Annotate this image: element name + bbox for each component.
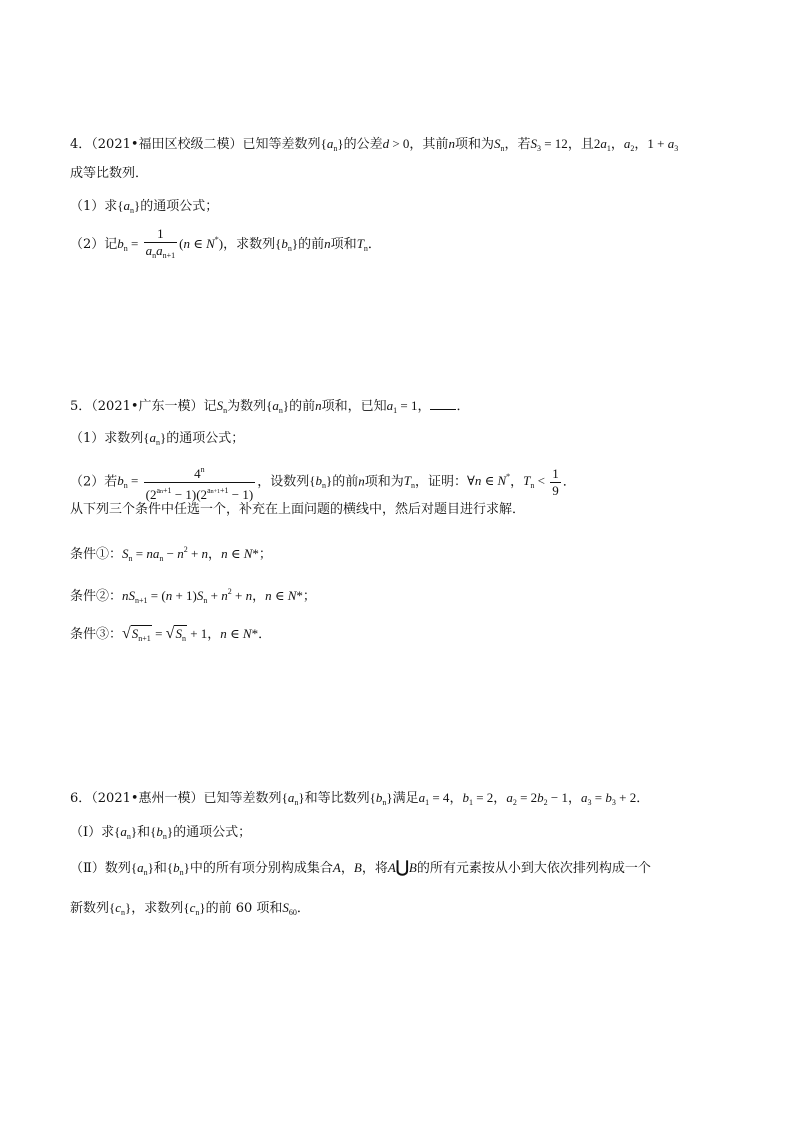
text: 的前 bbox=[298, 236, 325, 252]
math-1-plus-a3: $1 + a_3$ bbox=[647, 136, 679, 153]
text: 新数列 bbox=[70, 901, 110, 916]
problem-4-q1 bbox=[70, 196, 218, 221]
text: 项和，已知 bbox=[321, 399, 387, 414]
math-forall-n: ∀n ∈ N* bbox=[467, 472, 511, 489]
text: ， bbox=[417, 399, 431, 414]
text: ， bbox=[510, 474, 524, 490]
math-seq-a: $\{a_n\}$ bbox=[320, 136, 344, 153]
math-S60: $S_{60}$ bbox=[282, 900, 297, 917]
text: 已知等差数列 bbox=[242, 137, 321, 152]
math-condition-3: $√S_{n+1} = √S_n + 1$ bbox=[122, 625, 208, 643]
text: 项和为 bbox=[364, 474, 404, 490]
question-label: （Ⅱ） bbox=[70, 861, 105, 876]
problem-5-condition-2 bbox=[70, 582, 316, 611]
math-b1-eq-2: $b_1 = 2$ bbox=[462, 790, 494, 807]
text: 的前 60 项和 bbox=[205, 901, 283, 916]
text: 数列 bbox=[104, 861, 131, 876]
text: ． bbox=[367, 236, 381, 252]
text: ； bbox=[258, 547, 272, 562]
text: 若 bbox=[104, 474, 118, 490]
condition-label: 条件③： bbox=[70, 627, 123, 642]
condition-label: 条件①： bbox=[70, 547, 123, 562]
text: ，设数列 bbox=[257, 474, 310, 490]
problem-5-q2 bbox=[70, 462, 576, 503]
text: 为数列 bbox=[227, 399, 267, 414]
math-n: n bbox=[448, 136, 455, 151]
text: ，其前 bbox=[409, 137, 449, 152]
math-a2-eq: $a_2 = 2b_2 - 1$ bbox=[506, 790, 568, 807]
problem-6-q2-cont bbox=[70, 898, 310, 923]
math-d-gt-0: d > 0 bbox=[382, 136, 410, 151]
math-seq-a: $\{a_n\}$ bbox=[114, 824, 138, 841]
text: 记 bbox=[203, 399, 217, 414]
problem-6-q2 bbox=[70, 858, 651, 883]
text: 记 bbox=[104, 236, 118, 252]
text: 的所有元素按从小到大依次排列构成一个 bbox=[416, 861, 651, 876]
math-seq-b: $\{b_n\}$ bbox=[275, 235, 299, 253]
text: 满足 bbox=[392, 791, 419, 806]
text: ，将 bbox=[361, 861, 388, 876]
problem-5-condition-3 bbox=[70, 624, 271, 649]
text: 已知等差数列 bbox=[203, 791, 282, 806]
problem-number: 4． bbox=[70, 137, 92, 152]
problem-5-condition-1 bbox=[70, 540, 272, 569]
text: ． bbox=[562, 474, 576, 490]
math-seq-a: $\{a_n\}$ bbox=[266, 398, 290, 415]
problem-5-instruction: 从下列三个条件中任选一个，补充在上面问题的横线中，然后对题目进行求解． bbox=[70, 502, 526, 517]
math-A-union-B: A⋃B bbox=[387, 859, 417, 876]
problem-source: （2021•惠州一模） bbox=[91, 791, 204, 806]
text: ． bbox=[296, 901, 310, 916]
math-set-B: B bbox=[353, 860, 362, 875]
text: 和 bbox=[137, 825, 151, 840]
problem-number: 5． bbox=[70, 399, 92, 414]
text: 求 bbox=[104, 199, 118, 214]
text: 项和 bbox=[330, 236, 357, 252]
text: ． bbox=[636, 791, 650, 806]
text: 求数列 bbox=[104, 431, 144, 446]
text: 的通项公式； bbox=[140, 199, 219, 214]
text: 的通项公式； bbox=[166, 431, 245, 446]
text: ， bbox=[568, 791, 582, 806]
math-Sn: $S_n$ bbox=[493, 136, 505, 153]
text: ， bbox=[340, 861, 354, 876]
text: ，若 bbox=[504, 137, 531, 152]
math-2a1: $2a_1$ bbox=[593, 136, 611, 153]
text: 的公差 bbox=[343, 137, 383, 152]
math-bn-definition: $b_n$ = $\frac{1}{a_na_{n+1}}$ (n ∈ N*) bbox=[117, 226, 224, 260]
math-a1-eq-4: $a_1 = 4$ bbox=[418, 790, 450, 807]
math-seq-b: $\{b_n\}$ bbox=[150, 824, 174, 841]
text: 的前 bbox=[332, 474, 359, 490]
text: ，求数列 bbox=[223, 236, 276, 252]
problem-source: （2021•福田区校级二模） bbox=[91, 137, 243, 152]
problem-4-statement-cont: 成等比数列． bbox=[70, 166, 149, 181]
text: 和 bbox=[153, 861, 167, 876]
math-condition-2: $nS_{n+1} = (n + 1)S_n + n^2 + n$ bbox=[122, 587, 253, 605]
math-set-A: A bbox=[332, 860, 341, 875]
text: 中的所有项分别构成集合 bbox=[189, 861, 333, 876]
math-n-in-N: n ∈ N* bbox=[221, 546, 259, 561]
fill-in-blank bbox=[430, 397, 456, 410]
text: ； bbox=[302, 589, 316, 604]
math-condition-1: $S_n = na_n - n^2 + n$ bbox=[122, 545, 209, 563]
math-seq-a: $\{a_n\}$ bbox=[130, 860, 154, 877]
math-a2: $a_2$ bbox=[623, 136, 635, 153]
text: ． bbox=[258, 627, 272, 642]
text: ，求数列 bbox=[131, 901, 184, 916]
text: 项和为 bbox=[454, 137, 494, 152]
math-bn-definition: $b_n$ = $\frac{4^n}{(2^{an+1} - 1)(2^{an+1+1} - 1)}$ bbox=[117, 473, 257, 488]
math-seq-c: $\{c_n\}$ bbox=[183, 900, 206, 917]
condition-label: 条件②： bbox=[70, 589, 123, 604]
math-Tn-lt-1-9: $T_n$ < $\frac{1}{9}$ bbox=[523, 466, 559, 498]
question-label: （2） bbox=[70, 474, 105, 490]
text: ， bbox=[208, 547, 222, 562]
math-Tn: $T_n$ bbox=[356, 235, 368, 253]
problem-6-statement bbox=[70, 788, 649, 813]
math-Sn: $S_n$ bbox=[216, 398, 228, 415]
math-seq-b: $\{b_n\}$ bbox=[369, 790, 393, 807]
math-a1-eq-1: $a_1 = 1$ bbox=[386, 398, 418, 415]
problem-5-statement bbox=[70, 396, 469, 421]
math-n-in-N: n ∈ N* bbox=[265, 588, 303, 603]
text: ， bbox=[207, 627, 221, 642]
math-S3-eq-12: $S_3 = 12$ bbox=[530, 136, 568, 153]
math-seq-c: $\{c_n\}$ bbox=[109, 900, 132, 917]
text: ， bbox=[449, 791, 463, 806]
problem-6-q1 bbox=[70, 822, 251, 847]
text: ． bbox=[456, 399, 470, 414]
question-label: （Ⅰ） bbox=[70, 825, 102, 840]
math-seq-a: $\{a_n\}$ bbox=[143, 430, 167, 447]
math-seq-a: $\{a_n\}$ bbox=[117, 198, 141, 215]
problem-number: 6． bbox=[70, 791, 92, 806]
text: ，且 bbox=[567, 137, 594, 152]
math-n: n bbox=[358, 473, 365, 489]
question-label: （2） bbox=[70, 236, 105, 252]
problem-source: （2021•广东一模） bbox=[91, 399, 204, 414]
text: 的通项公式； bbox=[173, 825, 252, 840]
text: ， bbox=[610, 137, 624, 152]
math-n-in-N: n ∈ N* bbox=[220, 626, 259, 641]
question-label: （1） bbox=[70, 199, 105, 214]
text: 的前 bbox=[289, 399, 316, 414]
text: ， bbox=[493, 791, 507, 806]
text: ，证明： bbox=[414, 474, 467, 490]
text: ， bbox=[252, 589, 266, 604]
math-a3-eq: $a_3 = b_3 + 2$ bbox=[581, 790, 637, 807]
problem-4-statement bbox=[70, 134, 678, 159]
text: 求 bbox=[101, 825, 115, 840]
math-seq-a: $\{a_n\}$ bbox=[281, 790, 305, 807]
text: ， bbox=[634, 137, 648, 152]
math-Tn: $T_n$ bbox=[403, 473, 415, 491]
question-label: （1） bbox=[70, 431, 105, 446]
math-n: n bbox=[315, 398, 322, 413]
math-seq-b: $\{b_n\}$ bbox=[166, 860, 190, 877]
problem-5-q1 bbox=[70, 428, 244, 453]
problem-4-q2 bbox=[70, 226, 381, 264]
math-seq-b: $\{b_n\}$ bbox=[309, 473, 333, 491]
math-n: n bbox=[324, 235, 331, 251]
text: 和等比数列 bbox=[304, 791, 370, 806]
